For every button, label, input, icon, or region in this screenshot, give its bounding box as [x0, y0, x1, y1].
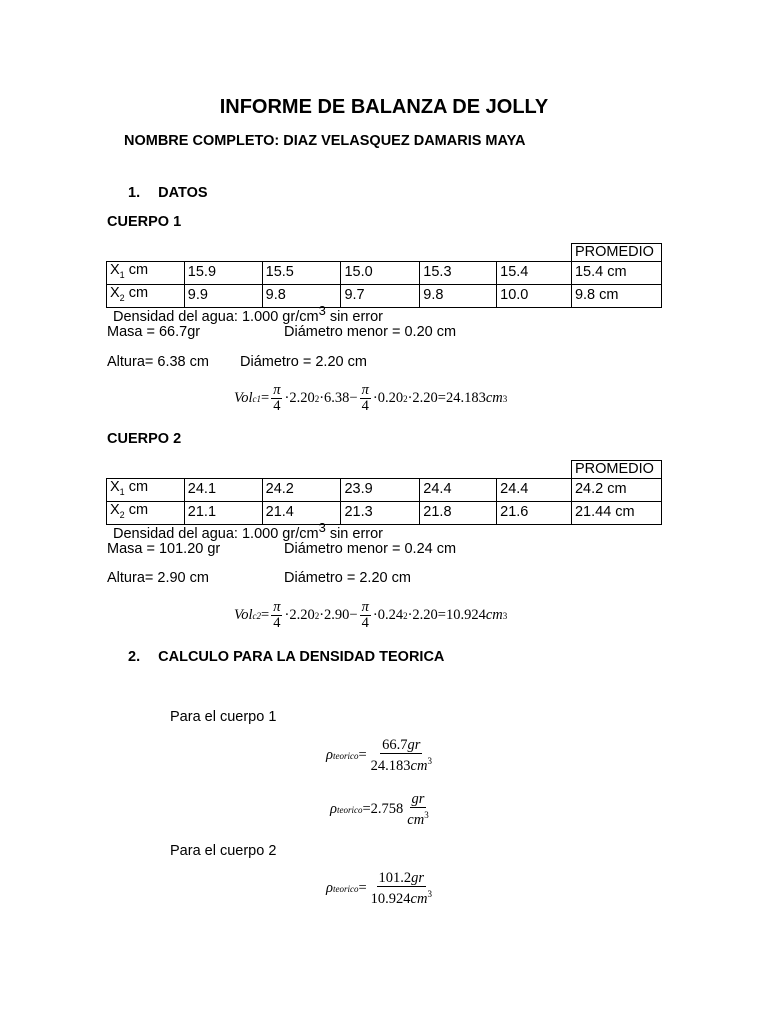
calc-2-intro: Para el cuerpo 2 [170, 843, 277, 859]
density-fraction: $\frac{101.2gr}{10.924cm^3}$ [370, 870, 432, 907]
calc-1-intro: Para el cuerpo 1 [170, 709, 277, 725]
cuerpo-2-heading: CUERPO 2 [107, 431, 182, 447]
table-cell: 21.4 [262, 501, 341, 524]
average-cell: 21.44 cm [571, 501, 661, 524]
table-cell: 9.7 [341, 284, 420, 307]
section-1-label: DATOS [158, 185, 208, 201]
unit-fraction: $\frac{gr}{cm^3}$ [407, 791, 429, 828]
table-cell: 9.8 [420, 284, 497, 307]
table-cell: 9.9 [184, 284, 262, 307]
pi-over-four: $\frac{\pi}{4}$ [273, 382, 281, 414]
table-cell: 15.9 [184, 262, 262, 285]
table-cell: 24.4 [420, 479, 497, 502]
minor-diameter-value: Diámetro menor = 0.24 cm [284, 541, 457, 557]
table-cell: 10.0 [497, 284, 572, 307]
promedio-header: PROMEDIO [571, 461, 661, 479]
diameter-value: Diámetro = 2.20 cm [284, 570, 411, 586]
diameter-value: Diámetro = 2.20 cm [240, 354, 367, 370]
row-label: $X_1$ cm [107, 262, 185, 285]
density-result-1: ρ teorico =2.758 $\frac{gr}{cm^3}$ [330, 791, 429, 828]
table-cell: 15.5 [262, 262, 341, 285]
row-label: $X_1$ cm [107, 479, 185, 502]
section-2-number: 2. [128, 649, 141, 665]
average-cell: 15.4 cm [571, 262, 661, 285]
section-1-heading [128, 185, 208, 201]
mass-value: Masa = 66.7gr [107, 324, 201, 340]
cuerpo-1-table [106, 243, 662, 308]
section-2-heading [128, 649, 444, 665]
table-cell: 15.4 [497, 262, 572, 285]
table-cell: 15.0 [341, 262, 420, 285]
table-header-row [107, 244, 662, 262]
table-cell: 24.4 [497, 479, 572, 502]
volume-formula-2: Vol c2 = $\frac{\pi}{4}$ ·2.20 2 ·2.90− $\frac{\pi}{4}$ ·0.24 2 ·2.20=10.924 cm 3 [234, 599, 508, 631]
table-cell: 21.1 [184, 501, 262, 524]
height-value: Altura= 6.38 cm [107, 354, 209, 370]
minor-diameter-value: Diámetro menor = 0.20 cm [284, 324, 457, 340]
full-name-line: NOMBRE COMPLETO: DIAZ VELASQUEZ DAMARIS MAYA [124, 133, 526, 149]
section-1-number: 1. [128, 185, 141, 201]
table-row [107, 479, 662, 502]
table-cell: 21.8 [420, 501, 497, 524]
table-cell: 23.9 [341, 479, 420, 502]
cuerpo-1-heading: CUERPO 1 [107, 214, 182, 230]
row-label: $X_2$ cm [107, 284, 185, 307]
average-cell: 9.8 cm [571, 284, 661, 307]
table-header-row [107, 461, 662, 479]
density-fraction: $\frac{66.7gr}{24.183cm^3}$ [370, 737, 432, 774]
volume-formula-1: Vol c1 = $\frac{\pi}{4}$ ·2.20 2 ·6.38− $\frac{\pi}{4}$ ·0.20 2 ·2.20=24.183 cm 3 [234, 382, 508, 414]
height-value: Altura= 2.90 cm [107, 570, 209, 586]
cuerpo-2-table [106, 460, 662, 525]
pi-over-four: $\frac{\pi}{4}$ [273, 599, 281, 631]
density-formula-1: ρ teorico = $\frac{66.7gr}{24.183cm^3}$ [326, 737, 432, 774]
table-cell: 15.3 [420, 262, 497, 285]
table-row [107, 262, 662, 285]
water-density-note: Densidad del agua: 1.000 $gr/cm^3$ sin error [113, 303, 384, 325]
table-cell: 24.2 [262, 479, 341, 502]
document-title: INFORME DE BALANZA DE JOLLY [219, 96, 549, 118]
mass-value: Masa = 101.20 gr [107, 541, 221, 557]
section-2-label: CALCULO PARA LA DENSIDAD TEORICA [158, 649, 445, 665]
row-label: $X_2$ cm [107, 501, 185, 524]
table-cell: 21.6 [497, 501, 572, 524]
promedio-header: PROMEDIO [571, 244, 661, 262]
water-density-note: Densidad del agua: 1.000 $gr/cm^3$ sin error [113, 520, 384, 542]
pi-over-four: $\frac{\pi}{4}$ [361, 382, 369, 414]
table-cell: 24.1 [184, 479, 262, 502]
pi-over-four: $\frac{\pi}{4}$ [361, 599, 369, 631]
table-cell: 9.8 [262, 284, 341, 307]
density-formula-2: ρ teorico = $\frac{101.2gr}{10.924cm^3}$ [326, 870, 432, 907]
table-cell: 21.3 [341, 501, 420, 524]
average-cell: 24.2 cm [571, 479, 661, 502]
